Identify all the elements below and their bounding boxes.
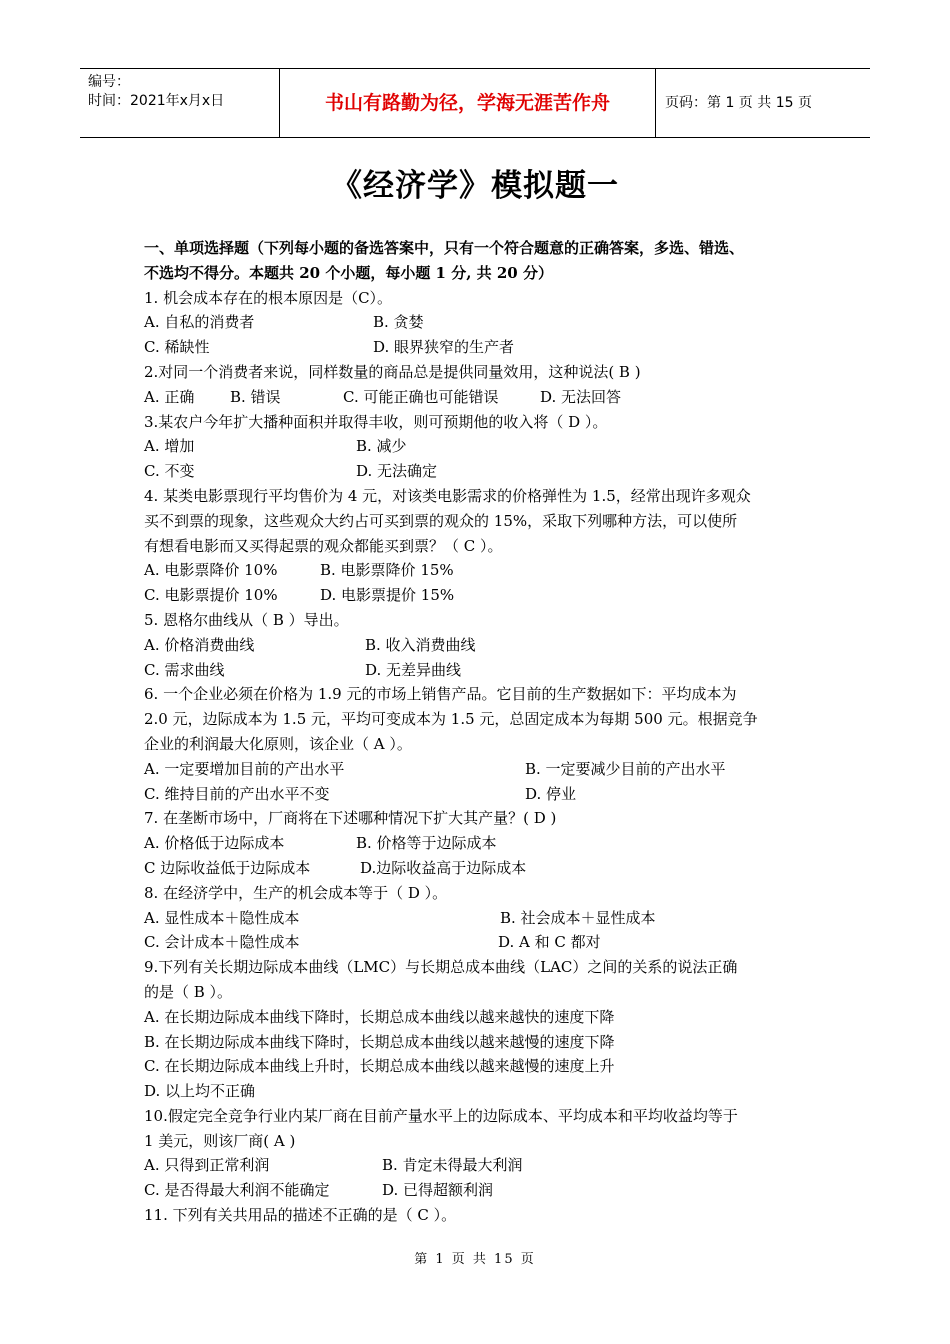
q4-options-row — [144, 558, 844, 583]
option-c: C. 稀缺性 — [144, 338, 210, 357]
option-c: C. 电影票提价 10% — [144, 586, 278, 605]
question-8: 8. 在经济学中，生产的机会成本等于（ D ）。 — [144, 883, 448, 902]
option-d: D. 无差异曲线 — [365, 660, 462, 679]
question-6: 2.0 元，边际成本为 1.5 元，平均可变成本为 1.5 元，总固定成本为每期 500 元。根据竞争 — [144, 710, 758, 729]
option-a: A. 正确 — [144, 387, 195, 406]
option-a: A. 只得到正常利润 — [144, 1156, 270, 1175]
option-d: D. 停业 — [525, 784, 577, 803]
question-3: 3.某农户今年扩大播种面积并取得丰收，则可预期他的收入将（ D ）。 — [144, 412, 608, 431]
q6-options-row — [144, 757, 844, 782]
document-body — [144, 236, 844, 1228]
page-footer: 第 1 页 共 15 页 — [414, 1252, 536, 1267]
q5-options-row — [144, 633, 844, 658]
option-d: D. 无法回答 — [540, 387, 622, 406]
option-d: D. 眼界狭窄的生产者 — [373, 338, 515, 357]
question-5: 5. 恩格尔曲线从（ B ）导出。 — [144, 610, 349, 629]
option-b: B. 减少 — [356, 437, 407, 456]
q7-options-row — [144, 831, 844, 856]
option-b: B. 电影票降价 15% — [320, 561, 454, 580]
option-a: A. 价格消费曲线 — [144, 635, 255, 654]
option-a: A. 增加 — [144, 437, 195, 456]
q4-options-row — [144, 583, 844, 608]
question-6: 6. 一个企业必须在价格为 1.9 元的市场上销售产品。它目前的生产数据如下：平均成本为 — [144, 685, 737, 704]
option-a: A. 自私的消费者 — [144, 313, 255, 332]
question-7: 7. 在垄断市场中，厂商将在下述哪种情况下扩大其产量？( D ) — [144, 809, 557, 828]
option-d: D. 无法确定 — [356, 462, 438, 481]
option-c: C. 会计成本＋隐性成本 — [144, 933, 300, 952]
question-4: 4. 某类电影票现行平均售价为 4 元，对该类电影需求的价格弹性为 1.5，经常出现许多观众 — [144, 486, 751, 505]
option-a: A. 电影票降价 10% — [144, 561, 278, 580]
page-header — [80, 68, 870, 138]
time-label: 时间：2021年x月x日 — [88, 93, 225, 109]
q5-options-row — [144, 658, 844, 683]
option-b: B. 错误 — [230, 387, 281, 406]
q3-options-row — [144, 459, 844, 484]
question-10: 10.假定完全竞争行业内某厂商在目前产量水平上的边际成本、平均成本和平均收益均等于 — [144, 1106, 738, 1125]
option-d: D. 已得超额利润 — [382, 1181, 494, 1200]
q1-options-row — [144, 335, 844, 360]
option-c: C. 是否得最大利润不能确定 — [144, 1181, 330, 1200]
option-b: B. 在长期边际成本曲线下降时，长期总成本曲线以越来越慢的速度下降 — [144, 1032, 615, 1051]
question-6: 企业的利润最大化原则，该企业（ A ）。 — [144, 734, 412, 753]
option-b: B. 收入消费曲线 — [365, 635, 476, 654]
option-a: A. 一定要增加目前的产出水平 — [144, 759, 345, 778]
option-b: B. 一定要减少目前的产出水平 — [525, 759, 726, 778]
option-c: C. 在长期边际成本曲线上升时，长期总成本曲线以越来越慢的速度上升 — [144, 1057, 615, 1076]
option-b: B. 贪婪 — [373, 313, 424, 332]
q2-options-row — [144, 385, 844, 410]
option-a: A. 在长期边际成本曲线下降时，长期总成本曲线以越来越快的速度下降 — [144, 1007, 615, 1026]
q1-options-row — [144, 310, 844, 335]
option-c: C. 不变 — [144, 462, 195, 481]
section-heading: 一、单项选择题（下列每小题的备选答案中，只有一个符合题意的正确答案，多选、错选、 — [144, 239, 745, 257]
number-label: 编号： — [88, 74, 130, 90]
question-10: 1 美元，则该厂商( A ) — [144, 1131, 296, 1150]
option-c: C. 维持目前的产出水平不变 — [144, 784, 330, 803]
section-heading: 不选均不得分。本题共 20 个小题，每小题 1 分, 共 20 分） — [144, 263, 553, 282]
option-c: C. 需求曲线 — [144, 660, 225, 679]
question-2: 2.对同一个消费者来说，同样数量的商品总是提供同量效用，这种说法( B ) — [144, 362, 641, 381]
header-meta — [80, 69, 280, 137]
question-11: 11. 下列有关共用品的描述不正确的是（ C ）。 — [144, 1206, 457, 1225]
q8-options-row — [144, 906, 844, 931]
option-a: A. 价格低于边际成本 — [144, 834, 285, 853]
option-a: A. 显性成本＋隐性成本 — [144, 908, 300, 927]
option-c: C. 可能正确也可能错误 — [343, 387, 499, 406]
option-d: D. 以上均不正确 — [144, 1082, 256, 1101]
question-4: 有想看电影而又买得起票的观众都能买到票？（ C ）。 — [144, 536, 503, 555]
option-d: D. 电影票提价 15% — [320, 586, 455, 605]
question-1: 1. 机会成本存在的根本原因是（C）。 — [144, 288, 393, 307]
q6-options-row — [144, 782, 844, 807]
option-b: B. 肯定未得最大利润 — [382, 1156, 523, 1175]
q10-options-row — [144, 1153, 844, 1178]
option-d: D.边际收益高于边际成本 — [360, 858, 527, 877]
question-9: 的是（ B ）。 — [144, 982, 233, 1001]
option-c: C 边际收益低于边际成本 — [144, 858, 311, 877]
question-4: 买不到票的现象，这些观众大约占可买到票的观众的 15%，采取下列哪种方法，可以使所 — [144, 511, 738, 530]
option-b: B. 价格等于边际成本 — [356, 834, 497, 853]
option-b: B. 社会成本＋显性成本 — [500, 908, 656, 927]
header-motto: 书山有路勤为径，学海无涯苦作舟 — [280, 69, 656, 137]
option-d: D. A 和 C 都对 — [498, 933, 601, 952]
question-9: 9.下列有关长期边际成本曲线（LMC）与长期总成本曲线（LAC）之间的关系的说法正确 — [144, 958, 738, 977]
q10-options-row — [144, 1178, 844, 1203]
q3-options-row — [144, 434, 844, 459]
q8-options-row — [144, 930, 844, 955]
document-title: 《经济学》模拟题一 — [331, 168, 619, 204]
q7-options-row — [144, 856, 844, 881]
header-page-info: 页码：第 1 页 共 15 页 — [665, 95, 812, 111]
